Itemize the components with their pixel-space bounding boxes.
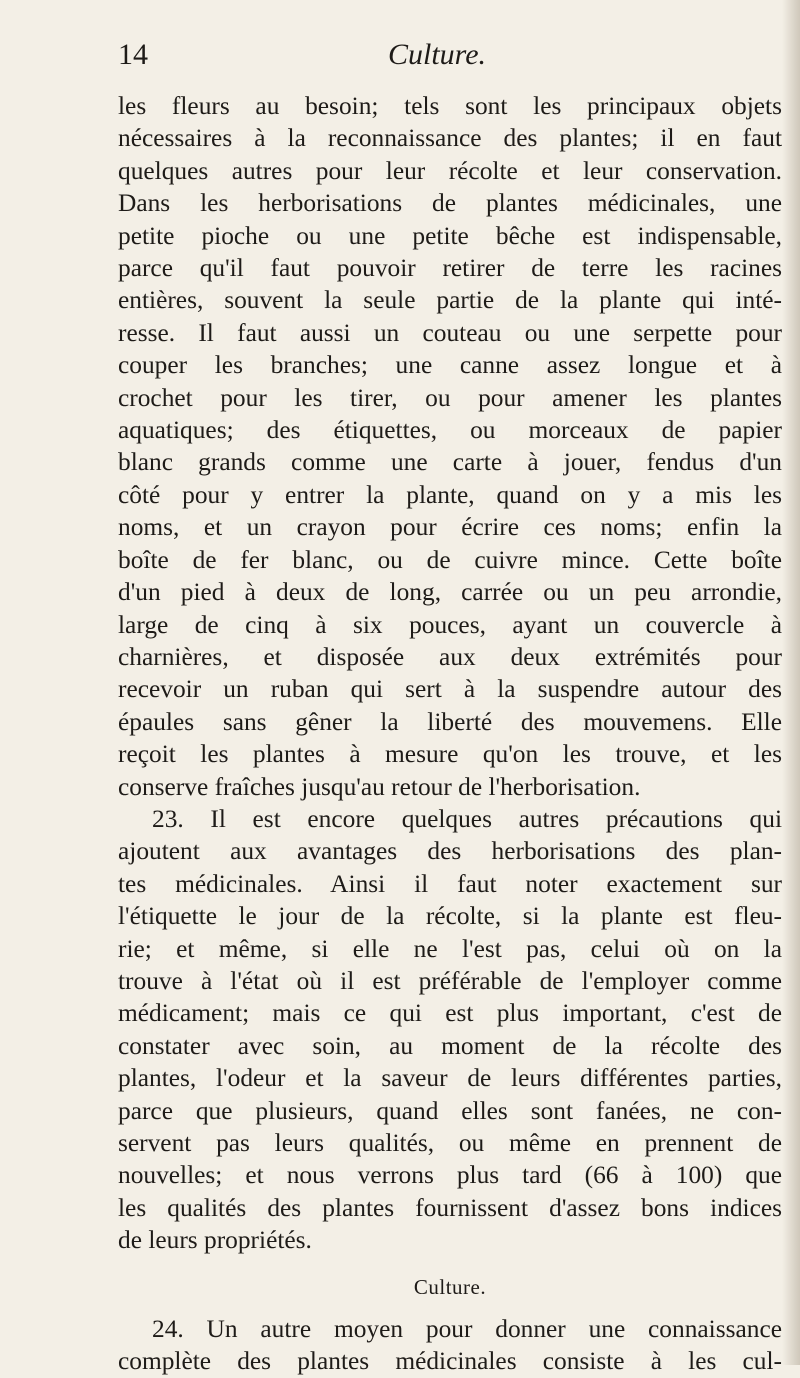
text-line: charnières, et disposée aux deux extrémités pour [118, 642, 782, 671]
text-line: couper les branches; une canne assez longue et à [118, 351, 782, 380]
text-line: recevoir un ruban qui sert à la suspendre autour des [118, 675, 782, 704]
text-line: aquatiques; des étiquettes, ou morceaux de papier [118, 416, 782, 445]
text-line: blanc grands comme une carte à jouer, fendus d'un [118, 448, 782, 477]
text-line: quelques autres pour leur récolte et leur conservation. [118, 156, 782, 185]
paragraph-2 [118, 803, 782, 1257]
text-line: tes médicinales. Ainsi il faut noter exactement sur [118, 869, 782, 898]
text-line: crochet pour les tirer, ou pour amener les plantes [118, 383, 782, 412]
text-line: nouvelles; et nous verrons plus tard (66 à 100) que [118, 1161, 782, 1190]
page-number: 14 [118, 38, 148, 71]
text-line: ajoutent aux avantages des herborisations des plan- [118, 837, 782, 866]
text-line: complète des plantes médicinales consiste à les cul- [118, 1347, 782, 1376]
text-line: parce que plusieurs, quand elles sont fanées, ne con- [118, 1096, 782, 1125]
running-head: Culture. [388, 38, 487, 71]
text-line: parce qu'il faut pouvoir retirer de terre les racines [118, 254, 782, 283]
text-line: constater avec soin, au moment de la récolte des [118, 1031, 782, 1060]
paragraph-3 [118, 1313, 782, 1378]
page-edge-shadow [782, 0, 800, 1365]
body-text [118, 90, 782, 1378]
section-heading: Culture. [413, 1274, 487, 1299]
text-line: de leurs propriétés. [118, 1226, 312, 1255]
text-line: les fleurs au besoin; tels sont les principaux objets [118, 92, 782, 120]
paragraph-1 [118, 90, 782, 803]
text-line: les qualités des plantes fournissent d'assez bons indices [118, 1193, 782, 1222]
text-line: côté pour y entrer la plante, quand on y a mis les [118, 480, 782, 509]
text-line: d'un pied à deux de long, carrée ou un peu arrondie, [118, 578, 782, 607]
text-line: resse. Il faut aussi un couteau ou une serpette pour [118, 318, 782, 347]
text-line: entières, souvent la seule partie de la plante qui inté- [118, 286, 782, 315]
text-line: 24. Un autre moyen pour donner une connaissance [152, 1315, 782, 1344]
text-line: conserve fraîches jusqu'au retour de l'herborisation. [118, 772, 641, 801]
text-line: reçoit les plantes à mesure qu'on les trouve, et les [118, 740, 782, 769]
text-line: Dans les herborisations de plantes médicinales, une [118, 189, 782, 218]
text-line: plantes, l'odeur et la saveur de leurs différentes parties, [118, 1064, 782, 1093]
text-line: l'étiquette le jour de la récolte, si la plante est fleu- [118, 902, 782, 931]
text-line: large de cinq à six pouces, ayant un couvercle à [118, 610, 782, 639]
text-line: noms, et un crayon pour écrire ces noms; enfin la [118, 513, 782, 542]
text-line: servent pas leurs qualités, ou même en prennent de [118, 1129, 782, 1157]
text-line: boîte de fer blanc, ou de cuivre mince. Cette boîte [118, 545, 782, 574]
text-line: médicament; mais ce qui est plus important, c'est de [118, 999, 782, 1028]
text-line: petite pioche ou une petite bêche est indispensable, [118, 221, 782, 250]
text-line: 23. Il est encore quelques autres précautions qui [152, 804, 782, 833]
text-line: épaules sans gêner la liberté des mouvemens. Elle [118, 707, 782, 736]
text-line: nécessaires à la reconnaissance des plantes; il en faut [118, 124, 782, 153]
text-line: trouve à l'état où il est préférable de l'employer comme [118, 966, 782, 995]
text-line: rie; et même, si elle ne l'est pas, celui où on la [118, 934, 782, 963]
page-header [118, 38, 778, 88]
